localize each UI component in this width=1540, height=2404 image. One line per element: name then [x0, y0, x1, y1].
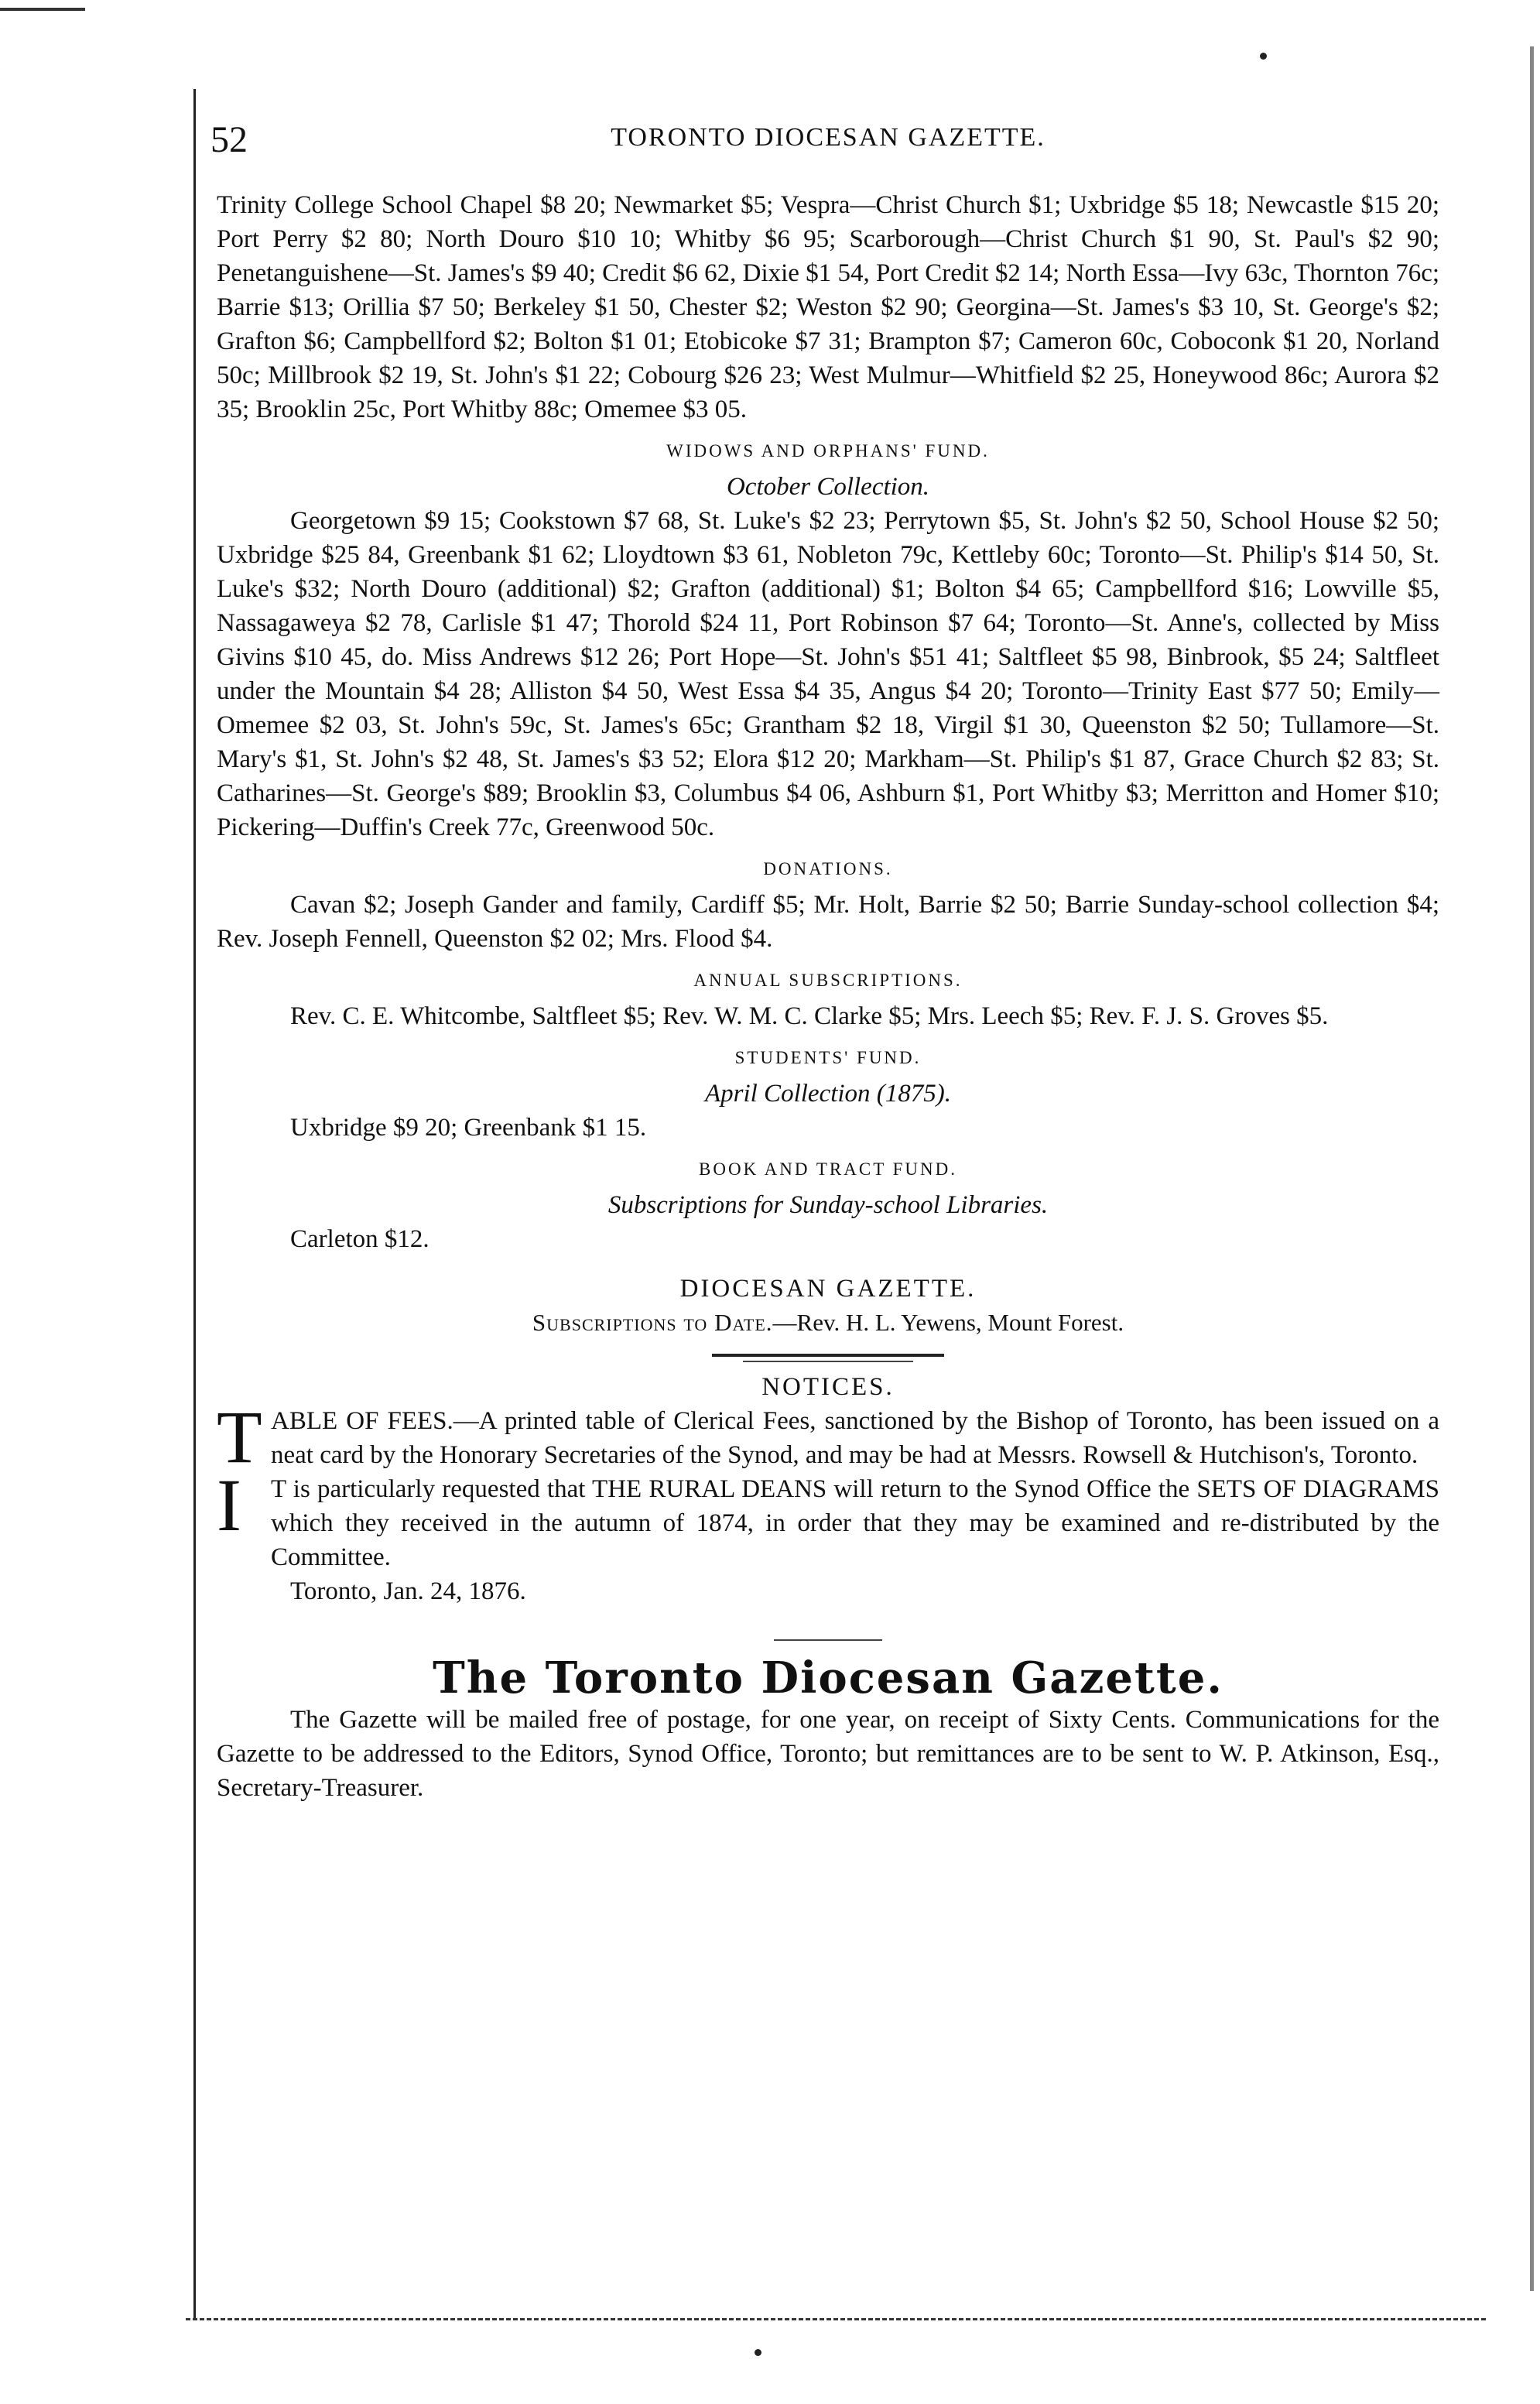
- book-tract-fund-text: Carleton $12.: [290, 1225, 429, 1253]
- scan-speck: [755, 2349, 761, 2356]
- masthead-rule: [774, 1639, 882, 1641]
- page-body: [217, 188, 1439, 1805]
- donations-heading: DONATIONS.: [763, 859, 893, 878]
- students-fund-heading: STUDENTS' FUND.: [734, 1048, 922, 1067]
- scan-artifact-top: [0, 8, 85, 11]
- table-of-fees-text: ABLE OF FEES.—A printed table of Clerical Fees, sanctioned by the Bishop of Toronto, has been issued on a neat card by the Honorary Secretaries of the Synod, and may be had at Messrs. Rowsell & Hutchison's, Toronto.: [271, 1407, 1439, 1469]
- diocesan-gazette-line: [217, 1306, 1439, 1340]
- subscriptions-text: —Rev. H. L. Yewens, Mount Forest.: [772, 1309, 1124, 1336]
- running-header: [209, 97, 1447, 159]
- widows-fund-heading: WIDOWS AND ORPHANS' FUND.: [666, 441, 990, 461]
- section-rule-thin: [743, 1361, 913, 1362]
- rural-deans-text: T is particularly requested that THE RURAL DEANS will return to the Synod Office the SETS OF DIAGRAMS which they received in the autumn of 1874, in order that they may be examined and re-distributed by the Committee.: [271, 1475, 1439, 1571]
- scan-edge-right: [1530, 46, 1534, 2291]
- document-page: [209, 97, 1447, 2326]
- page-number: 52: [210, 119, 248, 160]
- diocesan-gazette-heading: DIOCESAN GAZETTE.: [679, 1275, 977, 1303]
- notices-heading: NOTICES.: [761, 1373, 895, 1401]
- gazette-masthead: The Toronto Diocesan Gazette.: [433, 1652, 1223, 1704]
- widows-fund-text: Georgetown $9 15; Cookstown $7 68, St. Luke's $2 23; Perrytown $5, St. John's $2 50, School House $2 50; Uxbridge $25 84, Greenbank $1 62; Lloydtown $3 61, Nobleton 79c, Kettleby 60c; Toronto—St. Philip's $14 50, St. Luke's $32; North Douro (additional) $2; Grafton (additional) $1; Bolton $4 65; Campbellford $16; Lowville $5, Nassagaweya $2 78, Carlisle $1 47; Thorold $24 11, Port Robinson $7 64; Toronto—St. Anne's, collected by Miss Givins $10 45, do. Miss Andrews $12 26; Port Hope—St. John's $51 41; Saltfleet $5 98, Binbrook, $5 24; Saltfleet under the Mountain $4 28; Alliston $4 50, West Essa $4 35, Angus $4 20; Toronto—Trinity East $77 50; Emily—Omemee $2 03, St. John's 59c, St. James's 65c; Grantham $2 18, Virgil $1 30, Queenston $2 50; Tullamore—St. Mary's $1, St. John's $2 48, St. James's $3 52; Elora $12 20; Markham—St. Philip's $1 87, Grace Church $2 83; St. Catharines—St. George's $89; Brooklin $3, Columbus $4 06, Ashburn $1, Port Whitby $3; Merritton and Homer $10; Pickering—Duffin's Creek 77c, Greenwood 50c.: [217, 507, 1439, 841]
- donations-text: Cavan $2; Joseph Gander and family, Cardiff $5; Mr. Holt, Barrie $2 50; Barrie Sunday-school collection $4; Rev. Joseph Fennell, Queenston $2 02; Mrs. Flood $4.: [217, 891, 1439, 953]
- drop-cap: T: [217, 1395, 262, 1478]
- table-of-fees-notice: [217, 1395, 1439, 1478]
- widows-fund-subheading: October Collection.: [726, 473, 930, 501]
- scan-speck: [1260, 53, 1267, 60]
- mailing-notice: The Gazette will be mailed free of postage, for one year, on receipt of Sixty Cents. Communications for the Gazette to be addressed to the Editors, Synod Office, Toronto; but remittances are to be sent to W. P. Atkinson, Esq., Secretary-Treasurer.: [217, 1706, 1439, 1802]
- book-tract-fund-heading: BOOK AND TRACT FUND.: [699, 1159, 957, 1179]
- subscriptions-label: Subscriptions to Date.: [532, 1309, 773, 1336]
- students-fund-subheading: April Collection (1875).: [704, 1080, 952, 1108]
- section-rule: [712, 1354, 944, 1357]
- annual-subscriptions-heading: ANNUAL SUBSCRIPTIONS.: [693, 971, 963, 990]
- running-title: TORONTO DIOCESAN GAZETTE.: [611, 123, 1045, 152]
- book-tract-fund-subheading: Subscriptions for Sunday-school Libraries.: [607, 1191, 1049, 1219]
- students-fund-text: Uxbridge $9 20; Greenbank $1 15.: [290, 1114, 647, 1142]
- annual-subscriptions-text: Rev. C. E. Whitcombe, Saltfleet $5; Rev. W. M. C. Clarke $5; Mrs. Leech $5; Rev. F. J. S. Groves $5.: [290, 1002, 1329, 1030]
- rural-deans-notice: [217, 1464, 1439, 1574]
- drop-cap: I: [217, 1464, 241, 1546]
- contributions-paragraph: Trinity College School Chapel $8 20; Newmarket $5; Vespra—Christ Church $1; Uxbridge $5 18; Newcastle $15 20; Port Perry $2 80; North Douro $10 10; Whitby $6 95; Scarborough—Christ Church $1 90, St. Paul's $2 90; Penetanguishene—St. James's $9 40; Credit $6 62, Dixie $1 54, Port Credit $2 14; North Essa—Ivy 63c, Thornton 76c; Barrie $13; Orillia $7 50; Berkeley $1 50, Chester $2; Weston $2 90; Georgina—St. James's $3 10, St. George's $2; Grafton $6; Campbellford $2; Bolton $1 01; Etobicoke $7 31; Brampton $7; Cameron 60c, Coboconk $1 20, Norland 50c; Millbrook $2 19, St. John's $1 22; Cobourg $26 23; West Mulmur—Whitfield $2 25, Honeywood 86c; Aurora $2 35; Brooklin 25c, Port Whitby 88c; Omemee $3 05.: [217, 191, 1440, 423]
- page-bottom-rule: [186, 2318, 1486, 2320]
- notice-dateline: Toronto, Jan. 24, 1876.: [290, 1577, 526, 1605]
